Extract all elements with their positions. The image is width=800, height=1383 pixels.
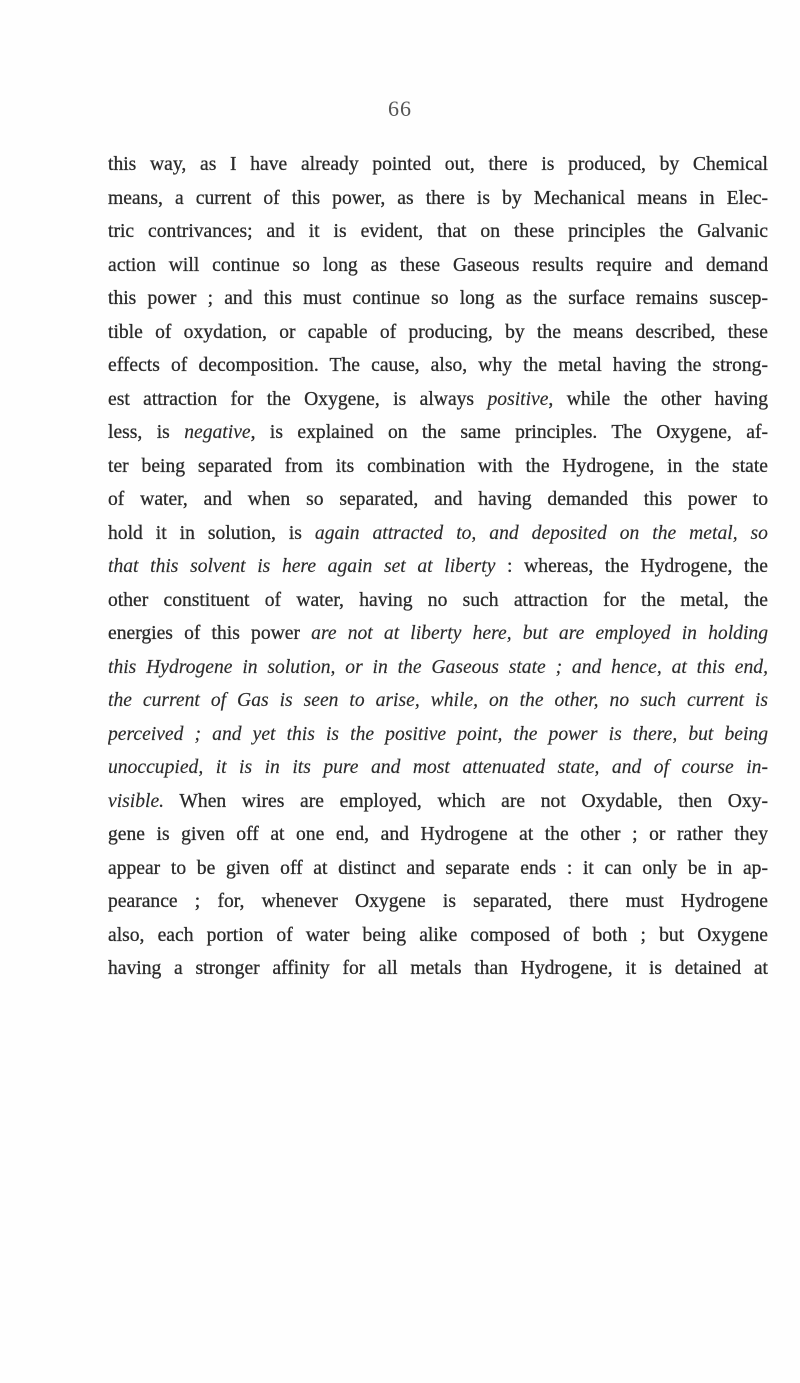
text-run: pearance ; for, whenever Oxygene is separated, there must Hydrogene	[108, 891, 768, 912]
text-line	[108, 282, 768, 316]
text-line	[108, 148, 768, 182]
text-line	[108, 550, 768, 584]
italic-text-run: perceived ; and yet this is the positive point, the power is there, but being	[108, 723, 768, 745]
text-run: est attraction for the Oxygene, is always	[108, 388, 488, 410]
text-run: means, a current of this power, as there is by Mechanical means in Elec-	[108, 187, 768, 209]
text-line	[108, 316, 768, 350]
text-line	[108, 919, 768, 953]
text-run: When wires are employed, which are not Oxydable, then Oxy-	[164, 790, 768, 812]
italic-text-run: are not at liberty here, but are employed in holding	[311, 623, 768, 644]
text-line	[108, 517, 768, 551]
text-line	[108, 684, 768, 718]
text-line	[108, 383, 768, 417]
text-run: this power ; and this must continue so long as the surface remains suscep-	[108, 288, 768, 309]
text-run: less, is	[108, 422, 185, 443]
italic-text-run: unoccupied, it is in its pure and most attenuated state, and of course in-	[108, 757, 768, 778]
body-text	[108, 148, 768, 986]
text-line	[108, 416, 768, 450]
text-run: effects of decomposition. The cause, also, why the metal having the strong-	[108, 355, 768, 376]
text-line	[108, 852, 768, 886]
text-run: also, each portion of water being alike composed of both ; but Oxygene	[108, 924, 768, 946]
text-run: appear to be given off at distinct and separate ends : it can only be in ap-	[108, 857, 768, 879]
text-run: : whereas, the Hydrogene, the	[495, 556, 768, 577]
text-run: , while the other having	[548, 388, 768, 410]
text-run: energies of this power	[108, 623, 312, 644]
text-line	[108, 952, 768, 986]
page-number: 66	[388, 96, 412, 121]
text-line	[108, 483, 768, 517]
text-run: gene is given off at one end, and Hydrogene at the other ; or rather they	[108, 824, 768, 845]
text-run: , is explained on the same principles. The Oxygene, af-	[250, 422, 768, 443]
italic-text-run: the current of Gas is seen to arise, while, on the other, no such current is	[108, 690, 768, 711]
text-run: tible of oxydation, or capable of producing, by the means described, these	[108, 321, 768, 343]
text-run: of water, and when so separated, and having demanded this power to	[108, 489, 768, 510]
text-run: other constituent of water, having no such attraction for the metal, the	[108, 589, 768, 611]
text-line	[108, 349, 768, 383]
text-line	[108, 617, 768, 651]
italic-text-run: visible.	[108, 790, 165, 812]
italic-text-run: that this solvent is here again set at liberty	[108, 556, 496, 577]
text-line	[108, 718, 768, 752]
italic-text-run: negative	[184, 422, 251, 443]
text-line	[108, 818, 768, 852]
text-run: action will continue so long as these Gaseous results require and demand	[108, 254, 768, 276]
text-line	[108, 751, 768, 785]
text-line	[108, 584, 768, 618]
text-line	[108, 885, 768, 919]
text-run: having a stronger affinity for all metals than Hydrogene, it is detained at	[108, 958, 768, 979]
italic-text-run: again attracted to, and deposited on the metal, so	[314, 522, 768, 544]
text-run: ter being separated from its combination with the Hydrogene, in the state	[108, 455, 768, 477]
italic-text-run: positive	[487, 388, 549, 410]
italic-text-run: this Hydrogene in solution, or in the Gaseous state ; and hence, at this end,	[108, 656, 768, 678]
text-line	[108, 785, 768, 819]
text-line	[108, 215, 768, 249]
text-run: this way, as I have already pointed out, there is produced, by Chemical	[108, 154, 768, 175]
text-run: hold it in solution, is	[108, 522, 315, 544]
text-line	[108, 651, 768, 685]
text-line	[108, 249, 768, 283]
text-run: tric contrivances; and it is evident, that on these principles the Galvanic	[108, 221, 768, 242]
text-line	[108, 450, 768, 484]
text-line	[108, 182, 768, 216]
